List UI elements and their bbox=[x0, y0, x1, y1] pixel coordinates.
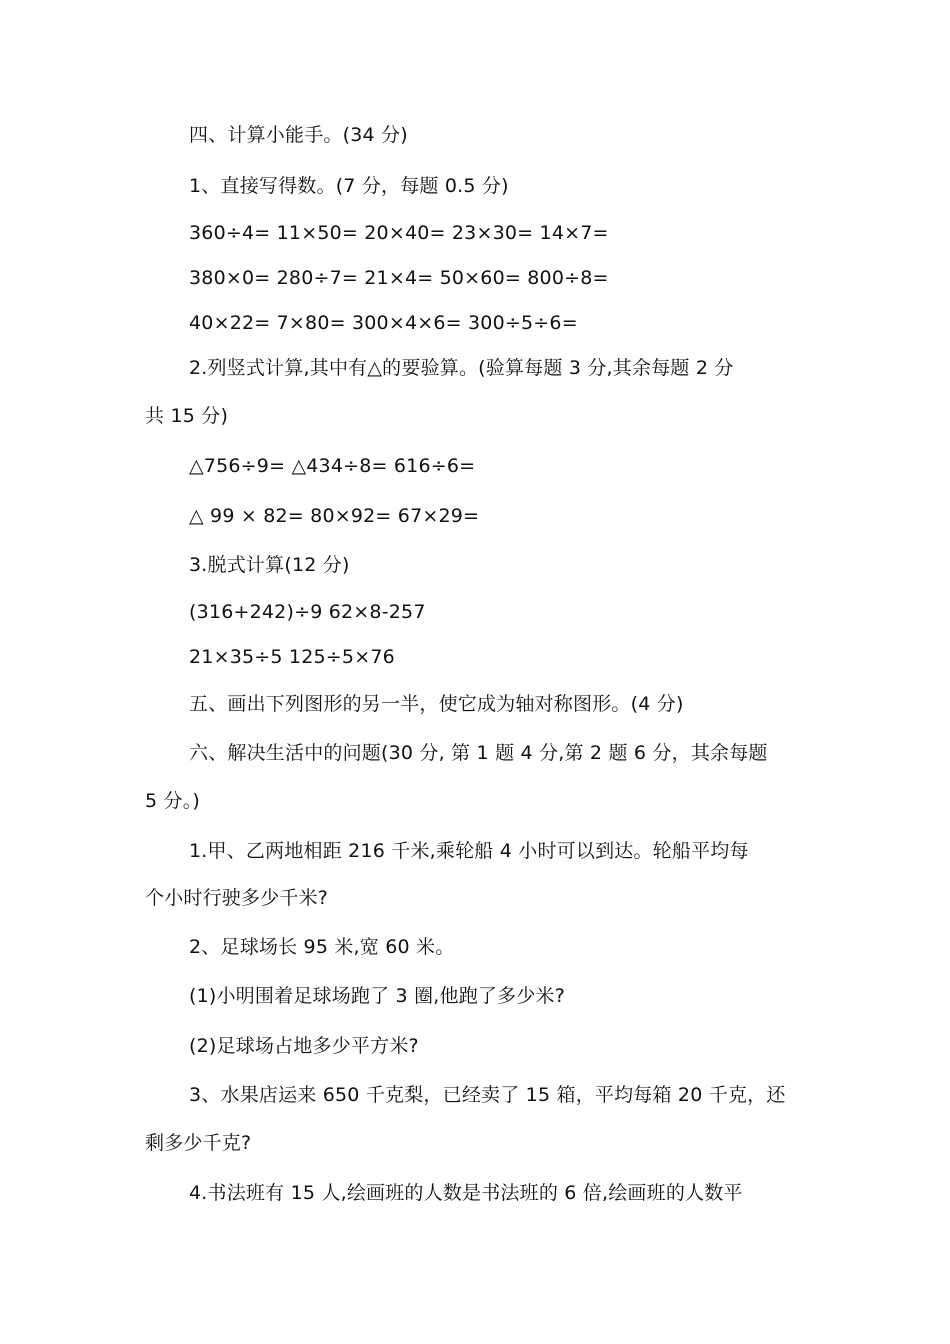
problem-1-text: 1.甲、乙两地相距 216 千米,乘轮船 4 小时可以到达。轮船平均每 bbox=[189, 840, 749, 862]
problem-2-sub-1: (1)小明围着足球场跑了 3 圈,他跑了多少米? bbox=[189, 985, 566, 1007]
section-six-heading-cont: 5 分。) bbox=[145, 790, 201, 812]
question-2-heading: 2.列竖式计算,其中有△的要验算。(验算每题 3 分,其余每题 2 分 bbox=[189, 357, 734, 379]
problem-1-text-cont: 个小时行驶多少千米? bbox=[145, 887, 329, 909]
section-five-heading: 五、画出下列图形的另一半，使它成为轴对称图形。(4 分) bbox=[189, 693, 684, 715]
problem-3-text: 3、水果店运来 650 千克梨，已经卖了 15 箱，平均每箱 20 千克，还 bbox=[189, 1084, 786, 1106]
question-1-heading: 1、直接写得数。(7 分，每题 0.5 分) bbox=[189, 175, 509, 197]
question-2-heading-cont: 共 15 分) bbox=[145, 405, 229, 427]
vertical-calc-row-1: △756÷9= △434÷8= 616÷6= bbox=[189, 455, 476, 477]
question-3-heading: 3.脱式计算(12 分) bbox=[189, 554, 350, 576]
mental-math-row-2: 380×0= 280÷7= 21×4= 50×60= 800÷8= bbox=[189, 267, 609, 289]
mental-math-row-1: 360÷4= 11×50= 20×40= 23×30= 14×7= bbox=[189, 222, 609, 244]
step-calc-row-1: (316+242)÷9 62×8-257 bbox=[189, 601, 426, 623]
problem-2-text: 2、足球场长 95 米,宽 60 米。 bbox=[189, 936, 455, 958]
mental-math-row-3: 40×22= 7×80= 300×4×6= 300÷5÷6= bbox=[189, 312, 578, 334]
section-four-heading: 四、计算小能手。(34 分) bbox=[189, 124, 408, 146]
step-calc-row-2: 21×35÷5 125÷5×76 bbox=[189, 646, 395, 668]
vertical-calc-row-2: △ 99 × 82= 80×92= 67×29= bbox=[189, 505, 480, 527]
section-six-heading: 六、解决生活中的问题(30 分, 第 1 题 4 分,第 2 题 6 分，其余每题 bbox=[189, 742, 768, 764]
problem-4-text: 4.书法班有 15 人,绘画班的人数是书法班的 6 倍,绘画班的人数平 bbox=[189, 1182, 743, 1204]
problem-3-text-cont: 剩多少千克? bbox=[145, 1132, 252, 1154]
problem-2-sub-2: (2)足球场占地多少平方米? bbox=[189, 1035, 419, 1057]
